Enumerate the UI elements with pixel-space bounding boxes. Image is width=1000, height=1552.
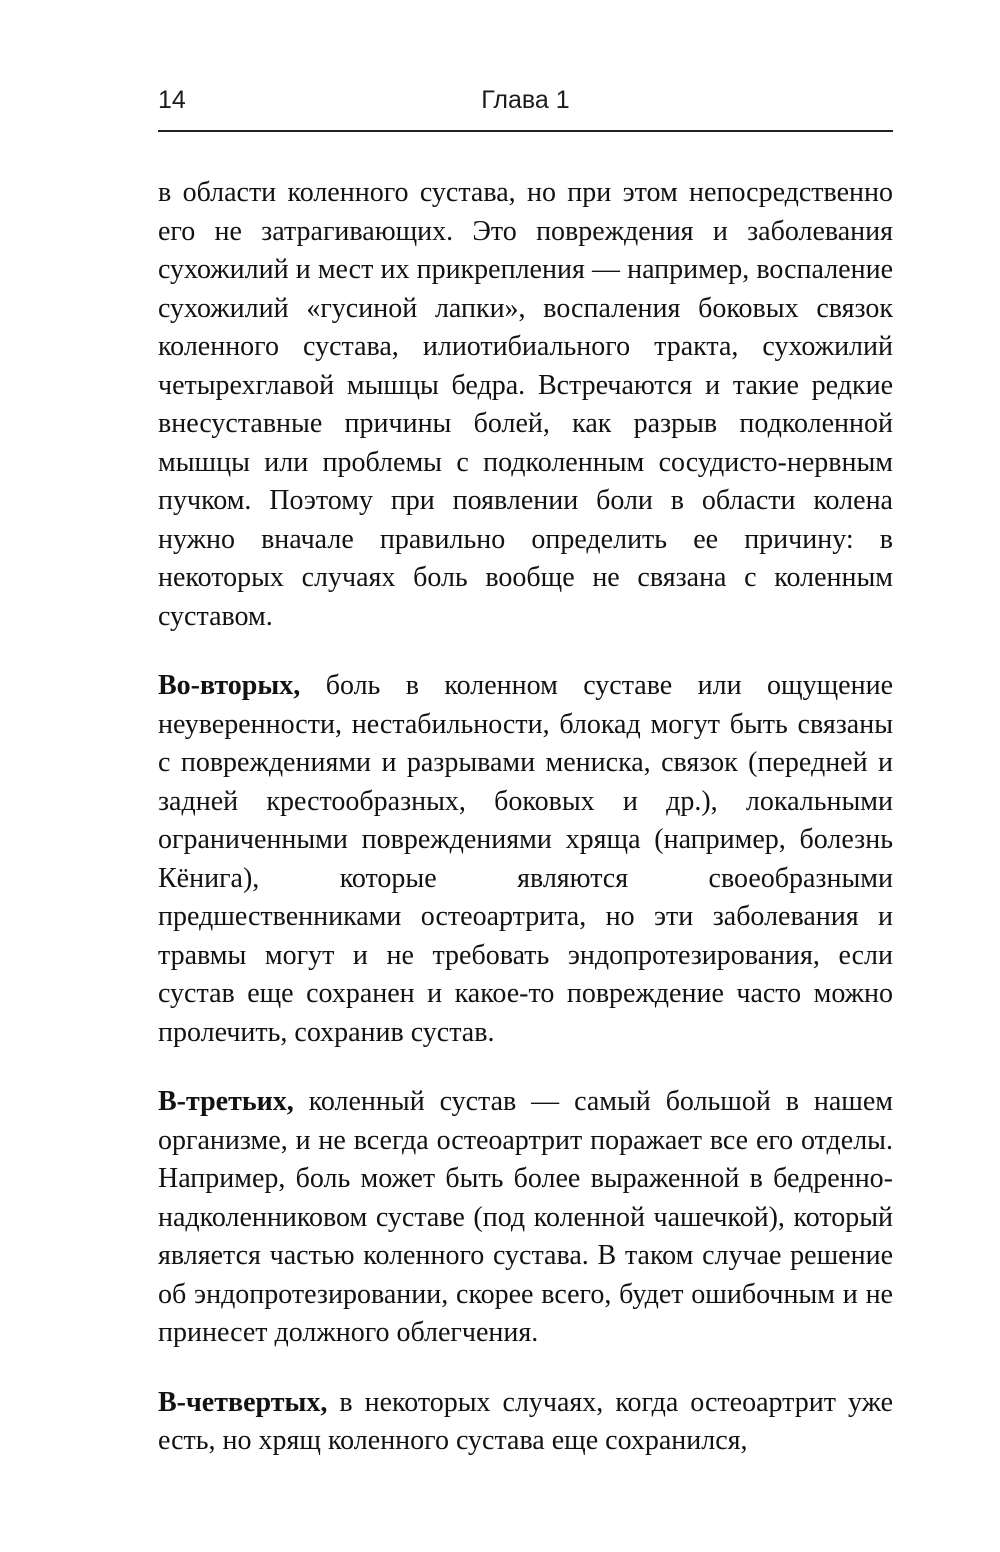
paragraph-2-text: боль в коленном суставе или ощущение неуверенности, нестабильности, блокад могут быть связаны с повреждениями и разрывами мениска, связок (передней и задней крестообразных, боковых и др.), локальными ограниченными повреждениями хряща (например, болезнь Кёнига), которые являются своеобразными предшественниками остеоартрита, но эти заболевания и травмы могут и не требовать эндопротезирования, если сустав еще сохранен и какое-то повреждение часто можно пролечить, сохранив сустав. bbox=[158, 670, 893, 1048]
paragraph-3-lead: В-третьих, bbox=[158, 1086, 294, 1117]
page-number: 14 bbox=[158, 86, 186, 114]
paragraph-2-lead: Во-вторых, bbox=[158, 670, 301, 701]
paragraph-1 bbox=[158, 174, 893, 636]
header-rule bbox=[158, 130, 893, 132]
paragraph-3-text: коленный сустав — самый большой в нашем организме, и не всегда остеоартрит поражает все его отделы. Например, боль может быть более выраженной в бедренно-надколенниковом суставе (под коленной чашечкой), который является частью коленного сустава. В таком случае решение об эндопротезировании, скорее всего, будет ошибочным и не принесет должного облегчения. bbox=[158, 1086, 893, 1348]
paragraph-4-text: в некоторых случаях, когда остеоартрит уже есть, но хрящ коленного сустава еще сохранился, bbox=[158, 1386, 893, 1456]
paragraph-3 bbox=[158, 1083, 893, 1353]
paragraph-2 bbox=[158, 667, 893, 1052]
body-text bbox=[158, 174, 893, 1461]
paragraph-4-lead: В-четвертых, bbox=[158, 1386, 328, 1418]
paragraph-4 bbox=[158, 1384, 893, 1461]
chapter-title: Глава 1 bbox=[481, 86, 570, 114]
paragraph-1-text: в области коленного сустава, но при этом непосредственно его не затрагивающих. Это повреждения и заболевания сухожилий и мест их прикрепления — например, воспаление сухожилий «гусиной лапки», воспаления боковых связок коленного сустава, илиотибиального тракта, сухожилий четырехглавой мышцы бедра. Встречаются и такие редкие внесуставные причины болей, как разрыв подколенной мышцы или проблемы с подколенным сосудисто-нервным пучком. Поэтому при появлении боли в области колена нужно вначале правильно определить ее причину: в некоторых случаях боль вообще не связана с коленным суставом. bbox=[158, 177, 893, 632]
running-header bbox=[158, 86, 893, 114]
